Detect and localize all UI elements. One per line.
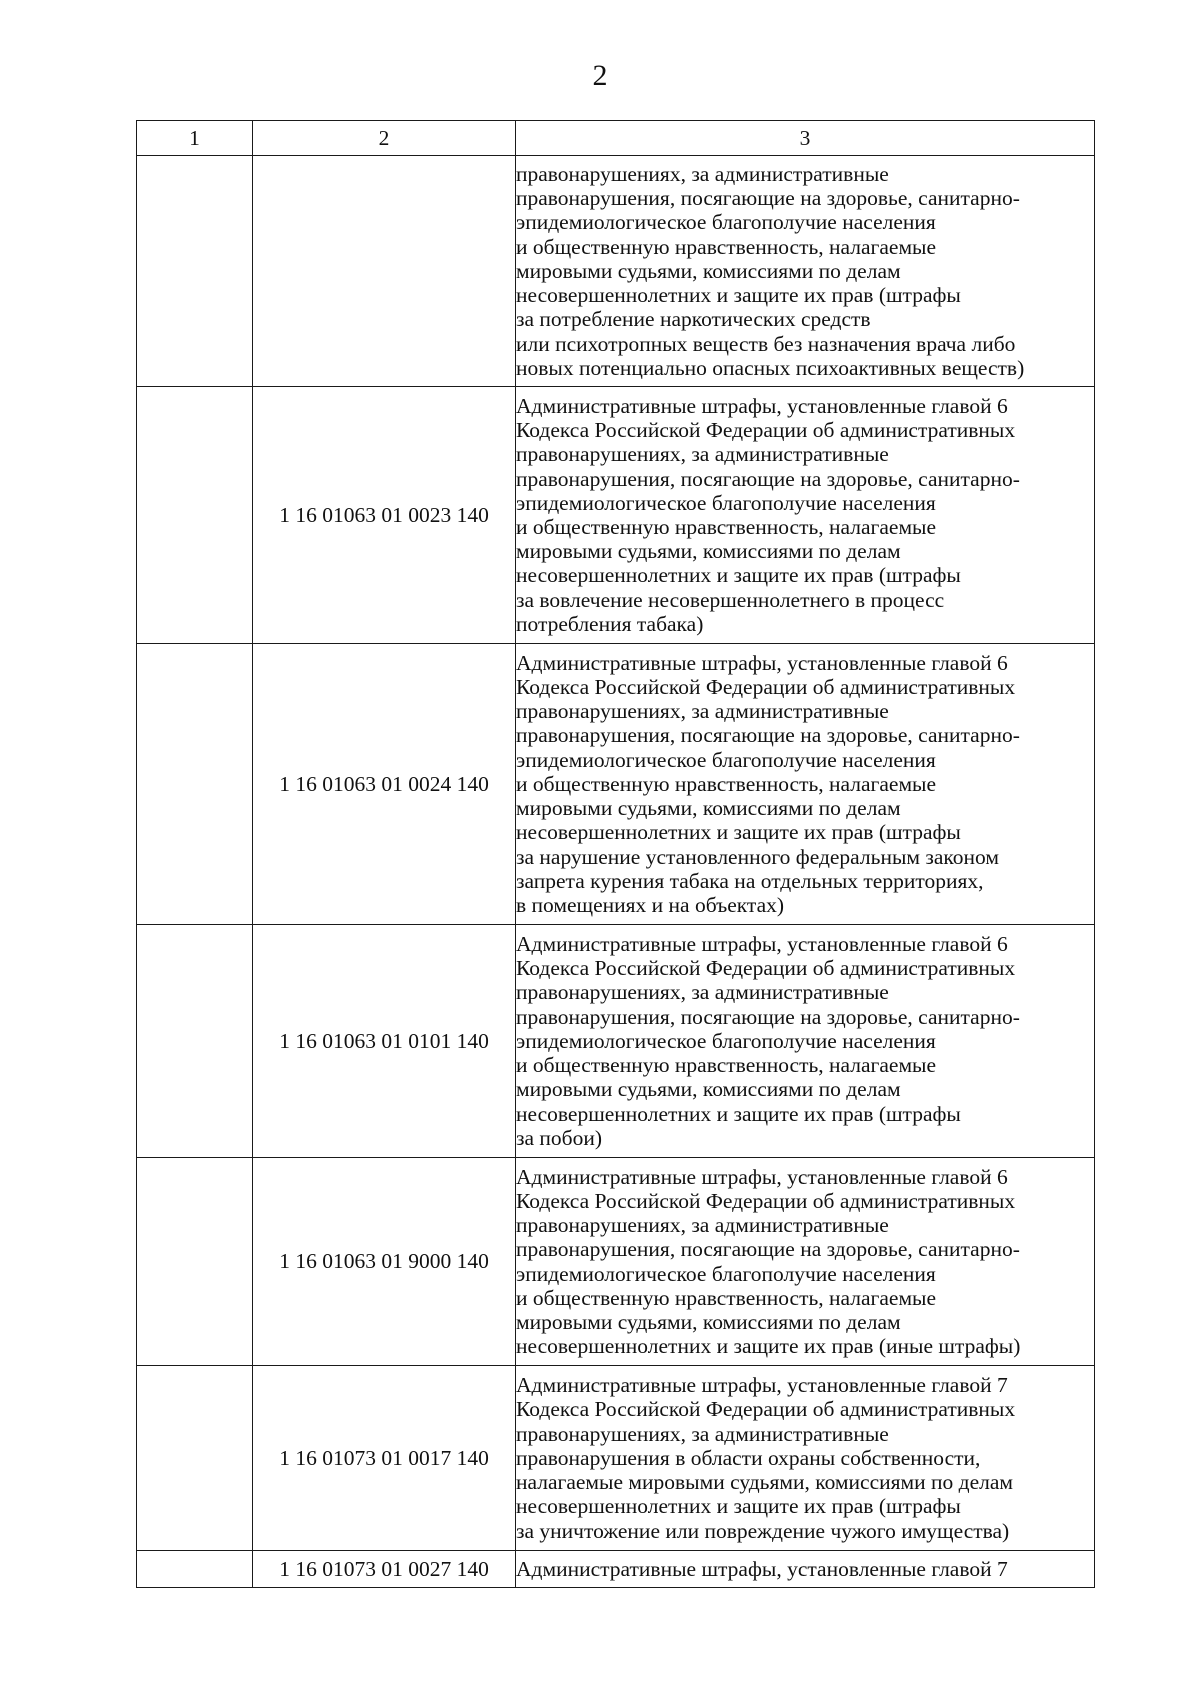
description-line: запрета курения табака на отдельных территориях, bbox=[516, 868, 984, 893]
description-line: и общественную нравственность, налагаемые bbox=[516, 234, 937, 259]
table-row bbox=[137, 1551, 1095, 1588]
description-line: несовершеннолетних и защите их прав (штрафы bbox=[516, 820, 961, 845]
table-row bbox=[137, 1158, 1095, 1366]
row-number-cell bbox=[137, 156, 253, 387]
description-line: Административные штрафы, установленные главой 6 bbox=[516, 1164, 1008, 1189]
description-line: правонарушения, посягающие на здоровье, санитарно- bbox=[516, 1237, 1020, 1262]
budget-codes-table bbox=[136, 120, 1095, 1588]
description-line: Кодекса Российской Федерации об административных bbox=[516, 956, 1016, 981]
description-line: и общественную нравственность, налагаемые bbox=[516, 515, 937, 539]
description-line: Кодекса Российской Федерации об административных bbox=[516, 1188, 1016, 1213]
description-line: мировыми судьями, комиссиями по делам bbox=[516, 258, 901, 283]
description-line: мировыми судьями, комиссиями по делам bbox=[516, 1077, 901, 1102]
budget-code-cell: 1 16 01063 01 0101 140 bbox=[253, 925, 516, 1158]
row-number-cell bbox=[137, 387, 253, 644]
description-cell bbox=[516, 156, 1095, 387]
table-row bbox=[137, 1366, 1095, 1551]
description-line: эпидемиологическое благополучие населения bbox=[516, 1028, 936, 1053]
description-line: за побои) bbox=[516, 1125, 603, 1150]
row-number-cell bbox=[137, 644, 253, 925]
description-line: потребления табака) bbox=[516, 611, 704, 636]
row-number-cell bbox=[137, 1158, 253, 1366]
description-line: Административные штрафы, установленные главой 7 bbox=[516, 1556, 1008, 1581]
budget-code-cell: 1 16 01063 01 0023 140 bbox=[253, 387, 516, 644]
description-line: правонарушениях, за административные bbox=[516, 699, 889, 724]
description-line: несовершеннолетних и защите их прав (штрафы bbox=[516, 283, 961, 308]
description-line: Административные штрафы, установленные главой 6 bbox=[516, 393, 1008, 418]
table-body bbox=[137, 156, 1095, 1588]
description-line: правонарушения в области охраны собственности, bbox=[516, 1445, 981, 1470]
description-line: эпидемиологическое благополучие населения bbox=[516, 747, 936, 772]
table-header-row bbox=[137, 121, 1095, 156]
description-line: и общественную нравственность, налагаемые bbox=[516, 1285, 937, 1310]
description-line: за потребление наркотических средств bbox=[516, 307, 871, 332]
column-header-2: 2 bbox=[253, 121, 516, 156]
description-line: или психотропных веществ без назначения врача либо bbox=[516, 331, 1016, 356]
description-cell bbox=[516, 387, 1095, 644]
description-line: правонарушениях, за административные bbox=[516, 1421, 889, 1446]
description-line: Административные штрафы, установленные главой 6 bbox=[516, 650, 1008, 675]
description-line: эпидемиологическое благополучие населения bbox=[516, 490, 936, 515]
page-number: 2 bbox=[592, 59, 608, 92]
description-line: эпидемиологическое благополучие населения bbox=[516, 1261, 936, 1286]
description-line: правонарушениях, за административные bbox=[516, 1213, 889, 1238]
description-cell bbox=[516, 925, 1095, 1158]
budget-code-cell: 1 16 01063 01 9000 140 bbox=[253, 1158, 516, 1366]
description-line: правонарушениях, за административные bbox=[516, 442, 889, 467]
table-row bbox=[137, 387, 1095, 644]
budget-code-cell: 1 16 01063 01 0024 140 bbox=[253, 644, 516, 925]
description-line: мировыми судьями, комиссиями по делам bbox=[516, 1309, 901, 1334]
description-line: и общественную нравственность, налагаемые bbox=[516, 771, 937, 796]
description-cell bbox=[516, 1158, 1095, 1366]
budget-code-cell bbox=[253, 156, 516, 387]
table-row bbox=[137, 644, 1095, 925]
description-line: несовершеннолетних и защите их прав (штрафы bbox=[516, 1101, 961, 1126]
description-line: в помещениях и на объектах) bbox=[516, 892, 785, 917]
description-line: правонарушениях, за административные bbox=[516, 162, 889, 187]
description-line: несовершеннолетних и защите их прав (штрафы bbox=[516, 1494, 961, 1519]
description-line: Административные штрафы, установленные главой 7 bbox=[516, 1373, 1008, 1398]
description-line: правонарушениях, за административные bbox=[516, 980, 889, 1005]
description-cell bbox=[516, 644, 1095, 925]
column-header-3: 3 bbox=[516, 121, 1095, 156]
column-header-1: 1 bbox=[137, 121, 253, 156]
description-line: новых потенциально опасных психоактивных веществ) bbox=[516, 355, 1025, 380]
row-number-cell bbox=[137, 1551, 253, 1588]
description-line: налагаемые мировыми судьями, комиссиями по делам bbox=[516, 1470, 1013, 1495]
row-number-cell bbox=[137, 925, 253, 1158]
description-line: Административные штрафы, установленные главой 6 bbox=[516, 932, 1008, 957]
description-cell bbox=[516, 1551, 1095, 1588]
description-line: за уничтожение или повреждение чужого имущества) bbox=[516, 1518, 1010, 1543]
description-line: Кодекса Российской Федерации об административных bbox=[516, 1397, 1016, 1422]
description-line: и общественную нравственность, налагаемые bbox=[516, 1053, 937, 1078]
description-line: эпидемиологическое благополучие населения bbox=[516, 210, 936, 235]
description-cell bbox=[516, 1366, 1095, 1551]
description-line: за вовлечение несовершеннолетнего в процесс bbox=[516, 587, 945, 612]
description-line: за нарушение установленного федеральным законом bbox=[516, 844, 999, 869]
description-line: мировыми судьями, комиссиями по делам bbox=[516, 796, 901, 821]
table-row bbox=[137, 156, 1095, 387]
description-line: Кодекса Российской Федерации об административных bbox=[516, 418, 1016, 443]
budget-code-cell: 1 16 01073 01 0017 140 bbox=[253, 1366, 516, 1551]
description-line: правонарушения, посягающие на здоровье, санитарно- bbox=[516, 723, 1020, 748]
description-line: правонарушения, посягающие на здоровье, санитарно- bbox=[516, 466, 1020, 491]
description-line: несовершеннолетних и защите их прав (иные штрафы) bbox=[516, 1334, 1021, 1359]
description-line: мировыми судьями, комиссиями по делам bbox=[516, 539, 901, 564]
table-row bbox=[137, 925, 1095, 1158]
description-line: правонарушения, посягающие на здоровье, санитарно- bbox=[516, 1004, 1020, 1029]
description-line: правонарушения, посягающие на здоровье, санитарно- bbox=[516, 186, 1020, 211]
budget-code-cell: 1 16 01073 01 0027 140 bbox=[253, 1551, 516, 1588]
row-number-cell bbox=[137, 1366, 253, 1551]
description-line: несовершеннолетних и защите их прав (штрафы bbox=[516, 563, 961, 588]
description-line: Кодекса Российской Федерации об административных bbox=[516, 675, 1016, 700]
